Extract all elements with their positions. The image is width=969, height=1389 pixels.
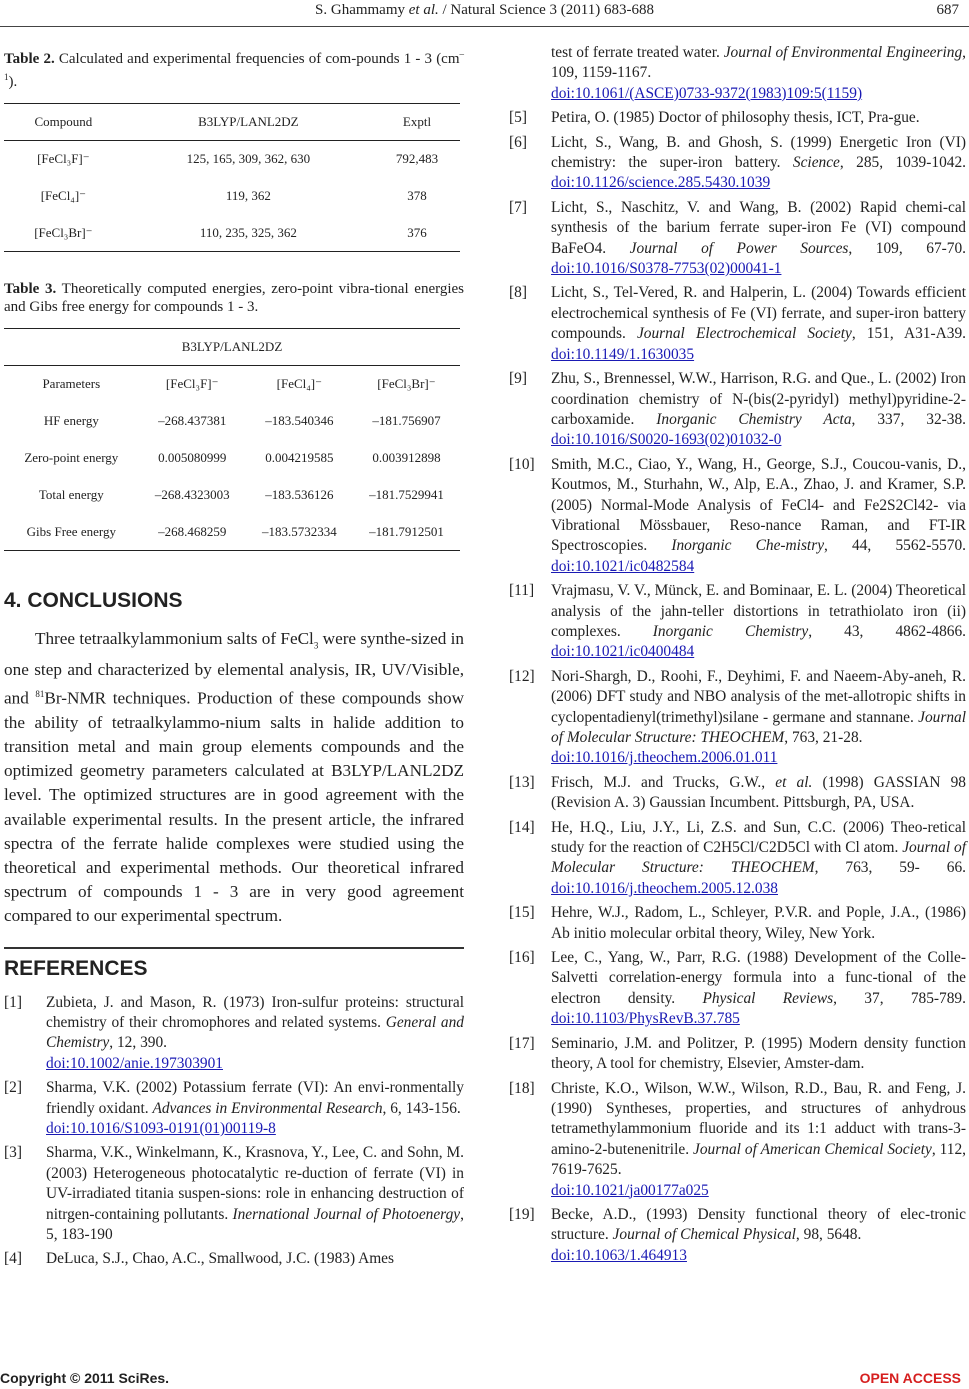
doi-link[interactable]: doi:10.1002/anie.197303901	[46, 1054, 223, 1072]
running-header	[0, 2, 969, 22]
table3-header: [FeCl₄]⁻	[276, 376, 322, 392]
reference-text: Licht, S., Wang, B. and Ghosh, S. (1999) Energetic Iron (VI) chemistry: the super-iron battery.	[551, 133, 966, 172]
reference-entry	[509, 667, 966, 769]
table3-cell: Gibs Free energy	[4, 514, 139, 551]
table3-cell: –181.756907	[372, 413, 441, 428]
reference-entry	[509, 43, 966, 104]
reference-number: [7]	[509, 198, 527, 216]
reference-list-right	[509, 43, 966, 1266]
reference-journal: Science	[792, 154, 840, 172]
doi-link[interactable]: doi:10.1016/j.theochem.2005.12.038	[551, 879, 778, 897]
reference-volume-pages: , 12, 390.	[109, 1034, 167, 1052]
right-column	[509, 43, 966, 1270]
left-column	[4, 45, 464, 1274]
table3-method: B3LYP/LANL2DZ	[4, 329, 460, 366]
doi-link[interactable]: doi:10.1021/ja00177a025	[551, 1181, 709, 1199]
table2-cell: 119, 362	[225, 188, 271, 203]
reference-entry	[509, 369, 966, 451]
reference-entry	[4, 1078, 464, 1139]
table2-cell: [FeCl₃Br]⁻	[4, 215, 123, 252]
reference-entry	[509, 1034, 966, 1075]
reference-text: Seminario, J.M. and Politzer, P. (1995) Modern density function theory, A tool for chemistry, Elsevier, Amster-dam.	[551, 1034, 966, 1073]
reference-number: [13]	[509, 773, 535, 791]
reference-volume-pages: (1998) GASSIAN 98 (Revision A. 3) Gaussian Incumbent. Pittsburgh, PA, USA.	[551, 773, 966, 812]
reference-volume-pages: , 5, 183-190	[46, 1205, 464, 1244]
reference-journal: Inorganic Chemistry	[652, 622, 809, 640]
reference-number: [10]	[509, 455, 535, 473]
reference-text: Licht, S., Naschitz, V. and Wang, B. (2002) Rapid chemi-cal synthesis of the barium ferrate super-iron Fe (VI) compound BaFeO4.	[551, 198, 966, 257]
reference-volume-pages: , 37, 785-789.	[833, 989, 966, 1007]
references-heading: REFERENCES	[4, 956, 148, 980]
reference-number: [19]	[509, 1205, 535, 1223]
reference-entry	[509, 1205, 966, 1266]
table2-header: B3LYP/LANL2DZ	[123, 104, 374, 141]
reference-volume-pages: , 109, 1159-1167.	[551, 44, 967, 82]
table3-cell: –183.540346	[265, 413, 334, 428]
doi-link[interactable]: doi:10.1016/j.theochem.2006.01.011	[551, 749, 778, 767]
reference-text: Zhu, S., Brennessel, W.W., Harrison, R.G. and Que., L. (2002) Iron coordination chemistry of N-(bis(2-pyridyl) methyl)pyridine-2-carboxamide.	[551, 370, 966, 428]
reference-volume-pages: , 109, 67-70.	[848, 239, 966, 257]
reference-journal: Journal of Power Sources	[629, 239, 849, 257]
header-rule	[0, 26, 969, 27]
reference-number: [6]	[509, 133, 527, 151]
reference-number: [17]	[509, 1034, 535, 1052]
reference-journal: et al.	[775, 773, 813, 791]
reference-volume-pages: , 337, 32-38.	[851, 410, 966, 428]
reference-volume-pages: , 151, A31-A39.	[851, 325, 966, 343]
doi-link[interactable]: doi:10.1021/ic0482584	[551, 557, 695, 575]
reference-journal: Advances in Environmental Research	[152, 1099, 383, 1117]
reference-volume-pages: , 763, 59- 66.	[814, 859, 966, 877]
reference-entry	[509, 283, 966, 365]
table3-cell: HF energy	[43, 413, 99, 428]
reference-number: [16]	[509, 949, 535, 967]
reference-text: test of ferrate treated water.	[551, 44, 724, 61]
reference-journal: Journal of American Chemical Society	[693, 1140, 932, 1158]
table2-header: Compound	[4, 104, 123, 141]
reference-volume-pages: , 285, 1039-1042.	[839, 154, 967, 172]
reference-text: Christe, K.O., Wilson, W.W., Wilson, R.D., Bau, R. and Feng, J. (1990) Syntheses, properties, and structures of anhydrous tetramethylammonium fluoride and its 1:1 adduct with trans-3-amino-2-butenenitrile.	[551, 1079, 966, 1158]
reference-text: Petira, O. (1985) Doctor of philosophy thesis, ICT, Pra-gue.	[551, 109, 920, 127]
table3-cell: –268.437381	[158, 413, 227, 428]
table3-cell: –268.468259	[139, 514, 246, 551]
reference-volume-pages: , 112, 7619-7625.	[551, 1140, 967, 1179]
conclusions-heading: 4. CONCLUSIONS	[4, 589, 183, 612]
table3-cell: –183.5732334	[246, 514, 353, 551]
table2-header: Exptl	[374, 104, 460, 141]
reference-number: [18]	[509, 1079, 535, 1097]
reference-text: Vrajmasu, V. V., Münck, E. and Bominaar, E. L. (2004) Theoretical analysis of the jahn-teller distortions in tetrathiolato iron (ii) complexes.	[551, 582, 966, 640]
table3-cell: –183.536126	[265, 487, 334, 502]
reference-entry	[509, 1079, 966, 1201]
reference-text: He, H.Q., Liu, J.Y., Li, Z.S. and Sun, C.C. (2006) Theo-retical study for the reaction of C2H5Cl/C2D5Cl with Cl atom.	[551, 818, 966, 857]
table3-cell: Zero-point energy	[24, 450, 119, 465]
reference-entry	[509, 133, 966, 194]
reference-number: [9]	[509, 370, 527, 388]
reference-journal: Inorganic Che-mistry	[671, 537, 825, 555]
reference-text: Nori-Shargh, D., Roohi, F., Deyhimi, F. and Naeem-Aby-aneh, R. (2006) DFT study and NBO analysis of the met-allotropic shifts in cyclopentadienyl(trimethyl)silane - germane and stannane.	[551, 667, 966, 726]
table3-cell: 0.004219585	[265, 450, 334, 465]
reference-entry	[509, 581, 966, 663]
reference-entry	[4, 993, 464, 1075]
reference-journal: Physical Reviews	[702, 989, 834, 1007]
reference-number: [11]	[509, 582, 535, 600]
reference-entry	[509, 455, 966, 577]
reference-number: [1]	[4, 993, 22, 1011]
reference-volume-pages: , 6, 143-156.	[382, 1099, 461, 1117]
reference-volume-pages: , 98, 5648.	[795, 1226, 862, 1244]
doi-link[interactable]: doi:10.1103/PhysRevB.37.785	[551, 1010, 740, 1028]
reference-text: Sharma, V.K., Winkelmann, K., Krasnova, Y., Lee, C. and Sohn, M. (2003) Heterogeneous photocatalytic re-duction of ferrate (VI) in UV-irradiated titania suspen-sions: role in enhancing destruction of nitrgen-containing pollutants.	[46, 1144, 464, 1223]
table3-cell: 0.003912898	[372, 450, 441, 465]
reference-text: Zubieta, J. and Mason, R. (1973) Iron-sulfur proteins: structural chemistry of their chromophores and related systems.	[46, 993, 464, 1032]
open-access-footer: OPEN ACCESS	[859, 1370, 961, 1386]
doi-link[interactable]: doi:10.1063/1.464913	[551, 1246, 687, 1264]
table3-header: [FeCl₃Br]⁻	[377, 376, 436, 392]
table3-caption: Table 3. Theoretically computed energies, zero-point vibra-tional energies and Gibs free energy for compounds 1 - 3.	[4, 281, 465, 315]
reference-text: DeLuca, S.J., Chao, A.C., Smallwood, J.C. (1983) Ames	[46, 1250, 394, 1268]
table2-cell: [FeCl₄]⁻	[40, 188, 87, 203]
reference-text: Lee, C., Yang, W., Parr, R.G. (1988) Development of the Colle-Salvetti correlation-energy formula into a func-tional of the electron density.	[551, 949, 966, 1007]
reference-entry	[509, 818, 966, 900]
doi-link[interactable]: doi:10.1021/ic0400484	[551, 643, 695, 661]
reference-entry	[509, 108, 966, 128]
reference-entry	[509, 198, 966, 280]
table3-cell: 0.005080999	[158, 450, 227, 465]
doi-link[interactable]: doi:10.1016/S1093-0191(01)00119-8	[46, 1120, 276, 1138]
reference-number: [14]	[509, 818, 535, 836]
reference-volume-pages: , 763, 21-28.	[784, 729, 863, 746]
table2-caption: Table 2. Calculated and experimental frequencies of com-pounds 1 - 3 $(cm^{-1})$.	[4, 49, 465, 90]
reference-volume-pages: , 43, 4862-4866.	[808, 622, 967, 640]
reference-number: [12]	[509, 667, 535, 685]
reference-entry	[509, 903, 966, 944]
table2-cell: 110, 235, 325, 362	[123, 215, 374, 252]
conclusions-paragraph: Three tetraalkylammonium salts of FeCl$_3$ were synthe-sized in one step and characterized by elemental analysis, IR, UV/Visible, and $^{81}$Br-NMR techniques. Production of these compounds show the ability of tetraalkylammo-nium salts in halide addition to transition metal and main group elements compounds and the optimized geometry parameters calculated at B3LYP/LANL2DZ level. The optimized structures are in good agreement with the available experimental results. In the present article, the infrared spectra of the ferrate halide complexes were studied using the theoretical and experimental methods. Our theoretical infrared spectrum of compounds 1 - 3 are in very good agreement compared to our experimental spectrum.	[4, 629, 464, 926]
reference-journal: Inorganic Chemistry Acta	[656, 410, 852, 428]
table3-cell: –181.7529941	[369, 487, 444, 502]
table2-cell: 378	[407, 188, 427, 203]
reference-journal: Journal of Molecular Structure: THEOCHEM	[551, 839, 966, 877]
table2-cell: [FeCl₃F]⁻	[37, 151, 90, 167]
reference-number: [8]	[509, 284, 527, 302]
table3-header: [FeCl₃F]⁻	[165, 376, 219, 392]
reference-entry	[509, 773, 966, 814]
table2-cell: 125, 165, 309, 362, 630	[186, 151, 311, 167]
reference-entry	[4, 1143, 464, 1245]
table2-cell: 376	[374, 215, 460, 252]
reference-journal: Journal of Molecular Structure: THEOCHEM	[551, 708, 966, 746]
reference-list-left	[4, 993, 464, 1270]
table2-cell: 792,483	[395, 151, 439, 167]
table2	[4, 103, 460, 252]
reference-entry	[4, 1249, 464, 1269]
reference-text: Smith, M.C., Ciao, Y., Wang, H., George, S.J., Coucou-vanis, D., Koutmos, M., Sturhahn, W., Alp, E.A., Zhao, J. and Kramer, S.P. (2005) Normal-Mode Analysis of FeCl4- and Fe2S2Cl42- via Vibrational Mössbauer, Reso-nance Raman, and FT-IR Spectroscopies.	[551, 455, 966, 555]
reference-number: [2]	[4, 1079, 22, 1097]
reference-number: [3]	[4, 1144, 22, 1162]
doi-link[interactable]: doi:10.1016/S0378-7753(02)00041-1	[551, 260, 782, 278]
table3-cell: Total energy	[38, 487, 104, 502]
reference-number: [5]	[509, 109, 527, 127]
reference-journal: General and Chemistry	[46, 1014, 464, 1052]
table3-cell: –181.7912501	[353, 514, 460, 551]
reference-volume-pages: , 44, 5562-5570.	[824, 537, 966, 555]
reference-text: Licht, S., Tel-Vered, R. and Halperin, L. (2004) Towards efficient electrochemical synthesis of Fe (VI) ferrate, and super-iron battery compounds.	[551, 284, 966, 343]
reference-text: Sharma, V.K. (2002) Potassium ferrate (VI): An envi-ronmentally friendly oxidant.	[46, 1079, 464, 1117]
reference-journal: Inernational Journal of Photoenergy	[232, 1205, 461, 1223]
table3-header: Parameters	[42, 376, 101, 392]
table3-cell: –268.4323003	[154, 487, 230, 502]
reference-text: Becke, A.D., (1993) Density functional theory of elec-tronic structure.	[551, 1205, 966, 1244]
page-number: 687	[936, 2, 959, 18]
reference-journal: Journal Electrochemical Society	[636, 325, 852, 343]
doi-link[interactable]: doi:10.1149/1.1630035	[551, 345, 695, 363]
reference-entry	[509, 948, 966, 1030]
reference-number: [4]	[4, 1250, 22, 1268]
reference-journal: Journal of Chemical Physical	[612, 1226, 796, 1244]
reference-journal: Journal of Environmental Engineering	[723, 44, 963, 61]
section-rule	[4, 947, 464, 949]
doi-link[interactable]: doi:10.1126/science.285.5430.1039	[551, 174, 771, 192]
doi-link[interactable]: doi:10.1061/(ASCE)0733-9372(1983)109:5(1159)	[551, 84, 863, 102]
reference-number: [15]	[509, 904, 535, 922]
copyright-footer: Copyright © 2011 SciRes.	[0, 1370, 170, 1386]
reference-text: Frisch, M.J. and Trucks, G.W.,	[551, 773, 776, 791]
reference-text: Hehre, W.J., Radom, L., Schleyer, P.V.R. and Pople, J.A., (1986) Ab initio molecular orbital theory, Wiley, New York.	[551, 904, 966, 942]
doi-link[interactable]: doi:10.1016/S0020-1693(02)01032-0	[551, 431, 782, 449]
table3	[4, 328, 460, 551]
header-citation: S. Ghammamy et al. / Natural Science 3 (2011) 683-688	[315, 2, 654, 18]
